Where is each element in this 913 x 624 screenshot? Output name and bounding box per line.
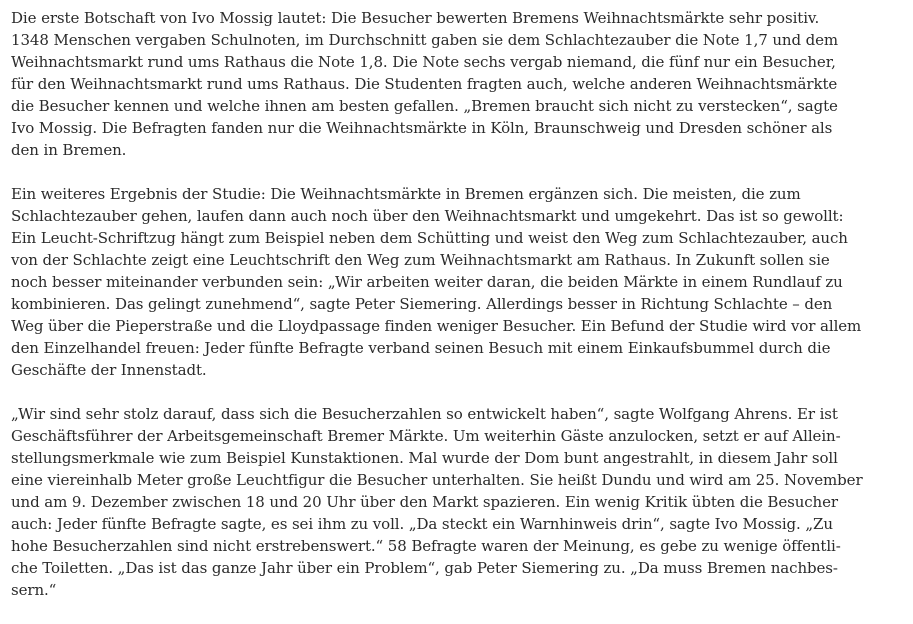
- text-line: stellungsmerkmale wie zum Beispiel Kunstaktionen. Mal wurde der Dom bunt angestrahlt, in diesem Jahr soll: [11, 449, 838, 467]
- text-line: 1348 Menschen vergaben Schulnoten, im Durchschnitt gaben sie dem Schlachtezauber die Note 1,7 und dem: [11, 31, 839, 49]
- text-line: und am 9. Dezember zwischen 18 und 20 Uhr über den Markt spazieren. Ein wenig Kritik übten die Besucher: [11, 493, 838, 511]
- text-line: Ivo Mossig. Die Befragten fanden nur die Weihnachtsmärkte in Köln, Braunschweig und Dresden schöner als: [11, 119, 833, 137]
- text-line: Weg über die Pieperstraße und die Lloydpassage finden weniger Besucher. Ein Befund der Studie wird vor allem: [11, 317, 862, 335]
- text-line: den Einzelhandel freuen: Jeder fünfte Befragte verband seinen Besuch mit einem Einkaufsbummel durch die: [11, 339, 831, 357]
- text-line: den in Bremen.: [11, 141, 127, 159]
- text-line: „Wir sind sehr stolz darauf, dass sich die Besucherzahlen so entwickelt haben“, sagte Wolfgang Ahrens. Er ist: [11, 405, 838, 423]
- text-line: von der Schlachte zeigt eine Leuchtschrift den Weg zum Weihnachtsmarkt am Rathaus. In Zukunft sollen sie: [11, 251, 830, 269]
- text-line: Geschäfte der Innenstadt.: [11, 361, 207, 379]
- text-line: che Toiletten. „Das ist das ganze Jahr über ein Problem“, gab Peter Siemering zu. „Da muss Bremen nachbes-: [11, 559, 838, 577]
- paragraph-1: [11, 7, 913, 161]
- paragraph-2: [11, 183, 913, 381]
- text-line: Ein Leucht-Schriftzug hängt zum Beispiel neben dem Schütting und weist den Weg zum Schlachtezauber, auch: [11, 229, 848, 247]
- text-line: kombinieren. Das gelingt zunehmend“, sagte Peter Siemering. Allerdings besser in Richtung Schlachte – den: [11, 295, 833, 313]
- text-line: die Besucher kennen und welche ihnen am besten gefallen. „Bremen braucht sich nicht zu verstecken“, sagte: [11, 97, 838, 115]
- text-line: für den Weihnachtsmarkt rund ums Rathaus. Die Studenten fragten auch, welche anderen Weihnachtsmärkte: [11, 75, 838, 93]
- text-line: Weihnachtsmarkt rund ums Rathaus die Note 1,8. Die Note sechs vergab niemand, die fünf nur ein Besucher,: [11, 53, 836, 71]
- text-line: Geschäftsführer der Arbeitsgemeinschaft Bremer Märkte. Um weiterhin Gäste anzulocken, setzt er auf Allein-: [11, 427, 841, 445]
- text-line: Ein weiteres Ergebnis der Studie: Die Weihnachtsmärkte in Bremen ergänzen sich. Die meisten, die zum: [11, 185, 801, 203]
- text-line: eine viereinhalb Meter große Leuchtfigur die Besucher unterhalten. Sie heißt Dundu und wird am 25. November: [11, 471, 863, 489]
- paragraph-3: [11, 403, 913, 601]
- text-line: noch besser miteinander verbunden sein: „Wir arbeiten weiter daran, die beiden Märkte in einem Rundlauf zu: [11, 273, 843, 291]
- text-line: auch: Jeder fünfte Befragte sagte, es sei ihm zu voll. „Da steckt ein Warnhinweis drin“, sagte Ivo Mossig. „Zu: [11, 515, 833, 533]
- text-line: Die erste Botschaft von Ivo Mossig lautet: Die Besucher bewerten Bremens Weihnachtsmärkte sehr positiv.: [11, 9, 820, 27]
- text-line: Schlachtezauber gehen, laufen dann auch noch über den Weihnachtsmarkt und umgekehrt. Das ist so gewollt:: [11, 207, 844, 225]
- text-line: sern.“: [11, 581, 57, 599]
- text-line: hohe Besucherzahlen sind nicht erstrebenswert.“ 58 Befragte waren der Meinung, es gebe zu wenige öffentli-: [11, 537, 841, 555]
